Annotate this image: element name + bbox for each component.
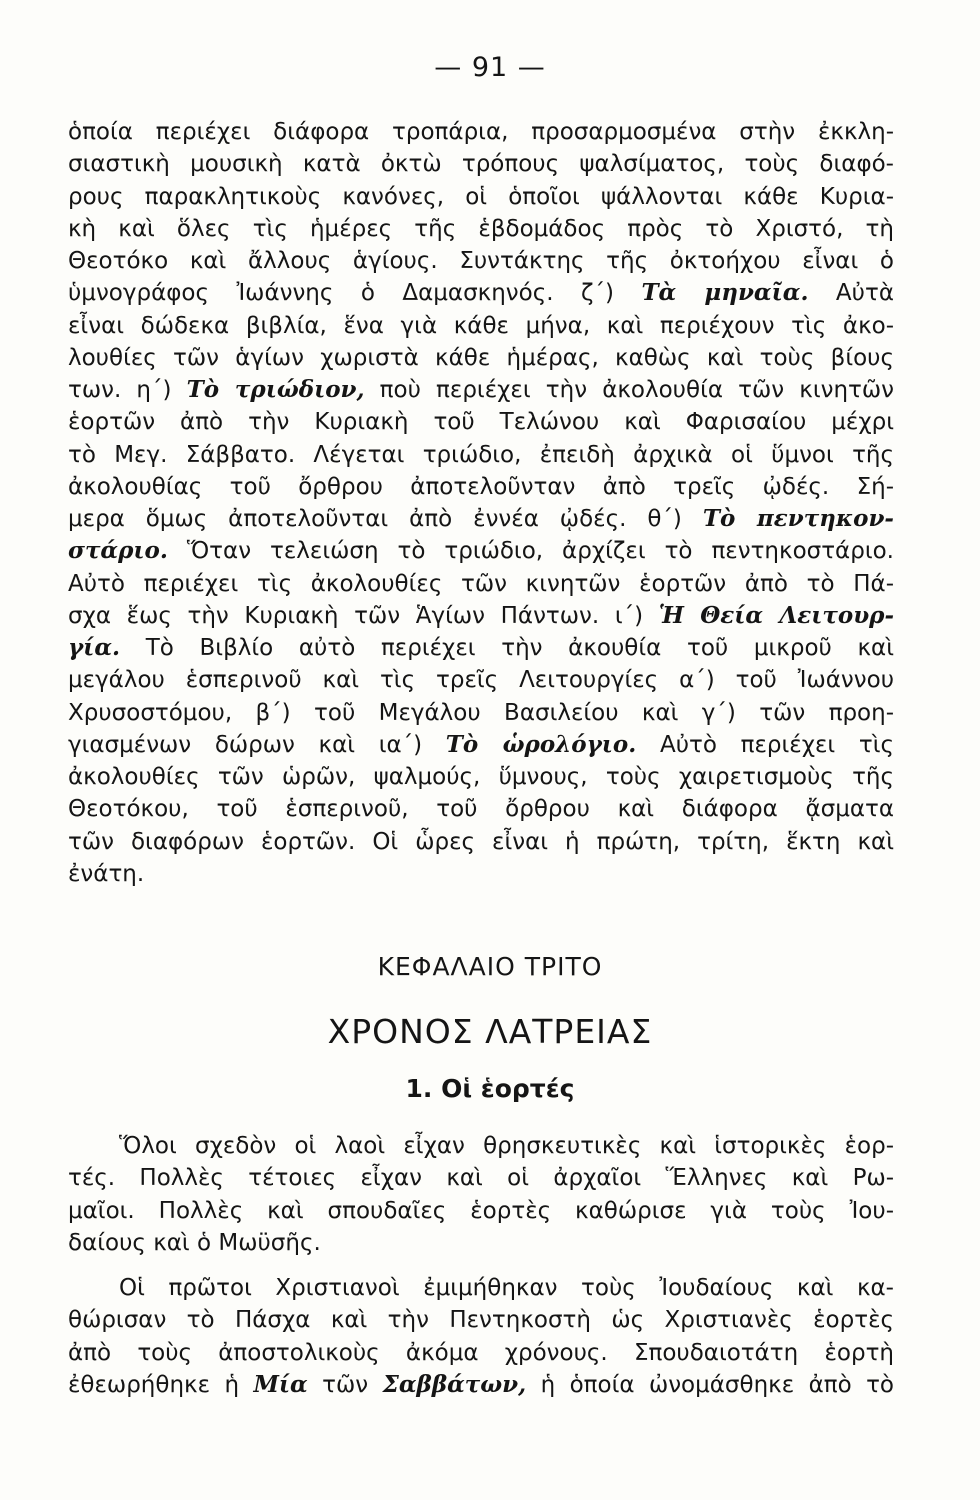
text-run: ποὺ περιέχει τὴν ἀκολουθία τῶν κινητῶν: [364, 377, 894, 403]
text-run: Αὐτὰ: [808, 280, 894, 307]
text-line: [68, 600, 894, 632]
text-line: ἀκολουθίας τοῦ ὄρθρου ἀποτελοῦνταν ἀπὸ τρεῖς ᾠδές. Σή-: [68, 473, 894, 500]
text-line: [68, 374, 894, 406]
chapter-label: ΚΕΦΑΛΑΙΟ ΤΡΙΤΟ: [377, 952, 603, 981]
text-line: Θεοτόκο καὶ ἄλλους ἁγίους. Συντάκτης τῆς ὀκτοήχου εἶναι ὁ: [68, 248, 894, 274]
text-run: ἐθεωρήθηκε ἡ: [68, 1371, 254, 1398]
text-line: σιαστικὴ μουσικὴ κατὰ ὀκτὼ τρόπους ψαλσίματος, τοὺς διαφό-: [68, 151, 894, 178]
book-title-triodion: Τὸ τριώδιον,: [186, 376, 365, 403]
text-line: [68, 535, 894, 567]
emphasis-sabbaton: Σαββάτων,: [382, 1370, 527, 1398]
text-line: Θεοτόκου, τοῦ ἑσπερινοῦ, τοῦ ὄρθρου καὶ διάφορα ᾄσματα: [68, 796, 894, 823]
paragraph-liturgical-books: [68, 116, 894, 890]
chapter-title: ΧΡΟΝΟΣ ΛΑΤΡΕΙΑΣ: [327, 1012, 653, 1051]
text-run: Τὸ Βιβλίο αὐτὸ περιέχει τὴν ἀκουθία τοῦ μικροῦ καὶ: [120, 635, 894, 661]
text-run: των. η΄): [68, 377, 187, 403]
text-line: [68, 503, 894, 535]
text-line: Αὐτὸ περιέχει τὶς ἀκολουθίες τῶν κινητῶν ἑορτῶν ἀπὸ τὸ Πά-: [68, 570, 894, 597]
text-line: [68, 277, 894, 309]
book-title-horologion: Τὸ ὡρολόγιο.: [445, 730, 637, 758]
emphasis-mia: Μία: [253, 1370, 308, 1398]
paragraph-first-christians: [68, 1272, 894, 1401]
text-line: Χρυσοστόμου, β΄) τοῦ Μεγάλου Βασιλείου καὶ γ΄) τῶν προη-: [68, 699, 894, 726]
book-title-divine-liturgy: Ἡ Θεία Λειτουρ-: [658, 601, 895, 629]
text-line: Ὅλοι σχεδὸν οἱ λαοὶ εἶχαν θρησκευτικὲς καὶ ἱστορικὲς ἑορ-: [119, 1133, 894, 1159]
page-number: — 91 —: [434, 52, 546, 83]
text-line: ἑορτῶν ἀπὸ τὴν Κυριακὴ τοῦ Τελώνου καὶ Φαρισαίου μέχρι: [68, 409, 894, 436]
text-line: δαίους καὶ ὁ Μωϋσῆς.: [68, 1229, 321, 1256]
text-line: κὴ καὶ ὅλες τὶς ἡμέρες τῆς ἑβδομάδος πρὸς τὸ Χριστό, τὴ: [68, 215, 894, 242]
text-run: τῶν: [307, 1371, 383, 1398]
book-title-divine-liturgy-end: γία.: [68, 634, 121, 661]
text-line: [68, 729, 894, 761]
text-line: ὁποία περιέχει διάφορα τροπάρια, προσαρμοσμένα στὴν ἐκκλη-: [68, 119, 894, 145]
text-line: τὸ Μεγ. Σάββατο. Λέγεται τριώδιο, ἐπειδὴ ἀρχικὰ οἱ ὕμνοι τῆς: [68, 441, 894, 468]
text-line: [68, 632, 894, 664]
book-title-pentekostarion-end: στάριο.: [68, 537, 168, 565]
text-line: μαῖοι. Πολλὲς καὶ σπουδαῖες ἑορτὲς καθώρισε γιὰ τοὺς Ἰου-: [68, 1197, 894, 1224]
text-line: λουθίες τῶν ἁγίων χωριστὰ κάθε ἡμέρας, καθὼς καὶ τοὺς βίους: [68, 344, 894, 371]
book-title-menaia: Τὰ μηναῖα.: [641, 279, 809, 307]
paragraph-feasts-intro: [68, 1130, 894, 1259]
text-line: Οἱ πρῶτοι Χριστιανοὶ ἐμιμήθηκαν τοὺς Ἰουδαίους καὶ κα-: [119, 1275, 894, 1301]
text-run: γιασμένων δώρων καὶ ια΄): [68, 731, 446, 758]
text-run: ὑμνογράφος Ἰωάννης ὁ Δαμασκηνός. ζ΄): [68, 280, 642, 307]
text-run: σχα ἕως τὴν Κυριακὴ τῶν Ἁγίων Πάντων. ι΄): [68, 602, 659, 629]
text-run: Αὐτὸ περιέχει τὶς: [636, 731, 894, 758]
text-line: τές. Πολλὲς τέτοιες εἶχαν καὶ οἱ ἀρχαῖοι Ἕλληνες καὶ Ρω-: [68, 1165, 894, 1192]
book-title-pentekostarion: Τὸ πεντηκον-: [702, 505, 894, 532]
text-line: τῶν διαφόρων ἑορτῶν. Οἱ ὧρες εἶναι ἡ πρώτη, τρίτη, ἕκτη καὶ: [68, 828, 894, 855]
text-line: [68, 1369, 894, 1401]
text-line: θώρισαν τὸ Πάσχα καὶ τὴν Πεντηκοστὴ ὡς Χριστιανὲς ἑορτὲς: [68, 1307, 894, 1334]
text-line: ρους παρακλητικοὺς κανόνες, οἱ ὁποῖοι ψάλλονται κάθε Κυρια-: [68, 183, 894, 210]
section-title: 1. Οἱ ἑορτές: [405, 1074, 575, 1103]
text-run: μερα ὅμως ἀποτελοῦνται ἀπὸ ἐννέα ᾠδές. θ΄): [68, 506, 703, 532]
text-line: ἀπὸ τοὺς ἀποστολικοὺς ἀκόμα χρόνους. Σπουδαιοτάτη ἑορτὴ: [68, 1339, 894, 1366]
text-line: ἐνάτη.: [68, 860, 145, 887]
text-line: εἶναι δώδεκα βιβλία, ἕνα γιὰ κάθε μήνα, καὶ περιέχουν τὶς ἀκο-: [68, 312, 894, 339]
text-run: Ὅταν τελειώση τὸ τριώδιο, ἀρχίζει τὸ πεντηκοστάριο.: [167, 538, 894, 565]
text-line: μεγάλου ἑσπερινοῦ καὶ τὶς τρεῖς Λειτουργίες α΄) τοῦ Ἰωάννου: [68, 667, 894, 694]
text-line: ἀκολουθίες τῶν ὡρῶν, ψαλμούς, ὕμνους, τοὺς χαιρετισμοὺς τῆς: [68, 764, 894, 790]
text-run: ἡ ὁποία ὠνομάσθηκε ἀπὸ τὸ: [526, 1371, 894, 1398]
